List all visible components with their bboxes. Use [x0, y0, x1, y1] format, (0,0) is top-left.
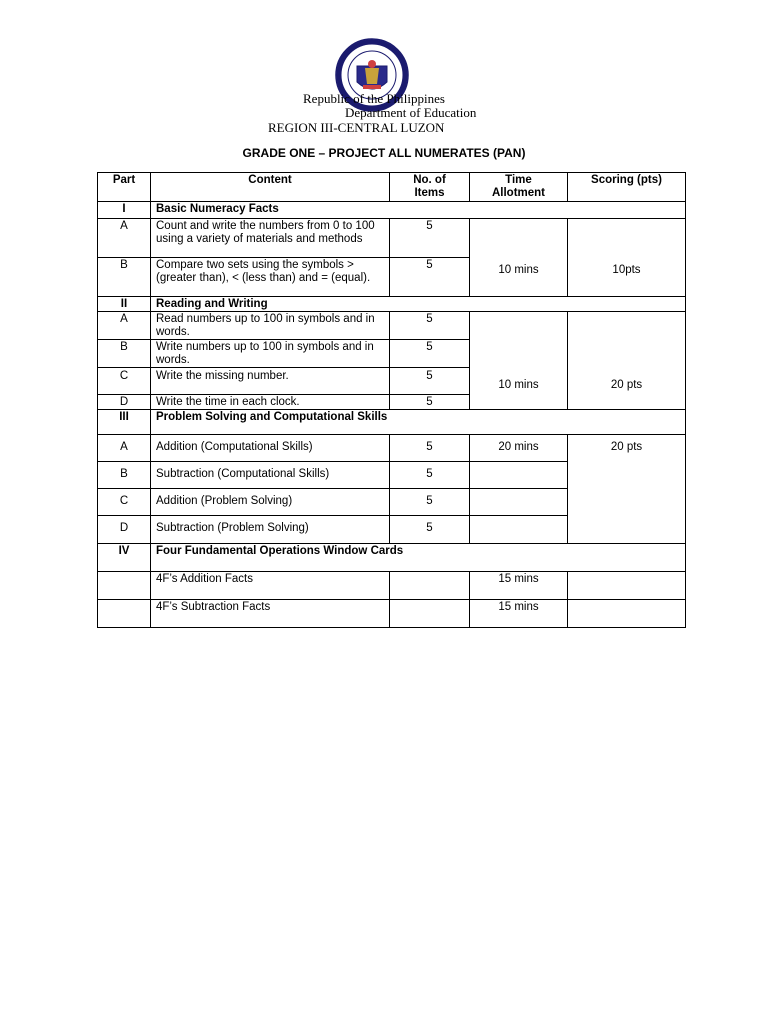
row-part: A	[98, 435, 151, 462]
table-row	[98, 219, 686, 258]
section-row	[98, 297, 686, 312]
section-part: I	[98, 202, 151, 219]
header-items: No. of Items	[390, 173, 470, 202]
row-time: 15 mins	[470, 600, 568, 628]
row-part-empty	[98, 600, 151, 628]
row-content: Write the time in each clock.	[151, 395, 390, 410]
row-time: 20 mins	[470, 435, 568, 462]
row-content: 4F’s Subtraction Facts	[151, 600, 390, 628]
row-part: B	[98, 340, 151, 368]
header-department: Department of Education	[345, 105, 477, 120]
row-part: A	[98, 312, 151, 340]
row-items: 5	[390, 489, 470, 516]
row-items: 5	[390, 340, 470, 368]
row-part: C	[98, 368, 151, 395]
row-content: Addition (Computational Skills)	[151, 435, 390, 462]
row-part-empty	[98, 572, 151, 600]
row-content: Addition (Problem Solving)	[151, 489, 390, 516]
row-items: 5	[390, 435, 470, 462]
section-title: Basic Numeracy Facts	[151, 202, 686, 219]
row-part: D	[98, 516, 151, 544]
row-content: Subtraction (Computational Skills)	[151, 462, 390, 489]
row-items: 5	[390, 395, 470, 410]
row-time-empty	[470, 489, 568, 516]
row-content: Read numbers up to 100 in symbols and in words.	[151, 312, 390, 340]
row-part: B	[98, 258, 151, 297]
header-part: Part	[98, 173, 151, 202]
row-items-empty	[390, 600, 470, 628]
table-row	[98, 572, 686, 600]
row-time: 10 mins	[470, 312, 568, 410]
row-content: Write numbers up to 100 in symbols and in words.	[151, 340, 390, 368]
row-score: 20 pts	[568, 435, 686, 544]
row-time: 15 mins	[470, 572, 568, 600]
section-part: IV	[98, 544, 151, 572]
row-items: 5	[390, 312, 470, 340]
row-time: 10 mins	[470, 219, 568, 297]
section-row	[98, 202, 686, 219]
row-items: 5	[390, 462, 470, 489]
section-title: Reading and Writing	[151, 297, 686, 312]
section-row	[98, 410, 686, 435]
row-part: D	[98, 395, 151, 410]
row-items: 5	[390, 368, 470, 395]
row-content: Compare two sets using the symbols > (greater than), < (less than) and = (equal).	[151, 258, 390, 297]
row-time-empty	[470, 516, 568, 544]
assessment-table	[97, 172, 686, 628]
row-items-empty	[390, 572, 470, 600]
header-time: Time Allotment	[470, 173, 568, 202]
table-header-row	[98, 173, 686, 202]
section-row	[98, 544, 686, 572]
section-part: III	[98, 410, 151, 435]
row-part: A	[98, 219, 151, 258]
table-row	[98, 600, 686, 628]
section-part: II	[98, 297, 151, 312]
header-scoring: Scoring (pts)	[568, 173, 686, 202]
document-title: GRADE ONE – PROJECT ALL NUMERATES (PAN)	[242, 146, 526, 160]
row-items: 5	[390, 258, 470, 297]
row-part: B	[98, 462, 151, 489]
row-content: Subtraction (Problem Solving)	[151, 516, 390, 544]
row-score: 10pts	[568, 219, 686, 297]
row-content: Write the missing number.	[151, 368, 390, 395]
header-content: Content	[151, 173, 390, 202]
row-score-empty	[568, 572, 686, 600]
table-row	[98, 435, 686, 462]
header-republic: Republic of the Philippines	[303, 91, 445, 106]
row-score-empty	[568, 600, 686, 628]
row-items: 5	[390, 219, 470, 258]
row-score: 20 pts	[568, 312, 686, 410]
header-region: REGION III-CENTRAL LUZON	[268, 120, 445, 135]
row-items: 5	[390, 516, 470, 544]
row-part: C	[98, 489, 151, 516]
table-row	[98, 312, 686, 340]
row-content: 4F’s Addition Facts	[151, 572, 390, 600]
section-title: Four Fundamental Operations Window Cards	[151, 544, 686, 572]
section-title: Problem Solving and Computational Skills	[151, 410, 686, 435]
row-time-empty	[470, 462, 568, 489]
row-content: Count and write the numbers from 0 to 100 using a variety of materials and methods	[151, 219, 390, 258]
